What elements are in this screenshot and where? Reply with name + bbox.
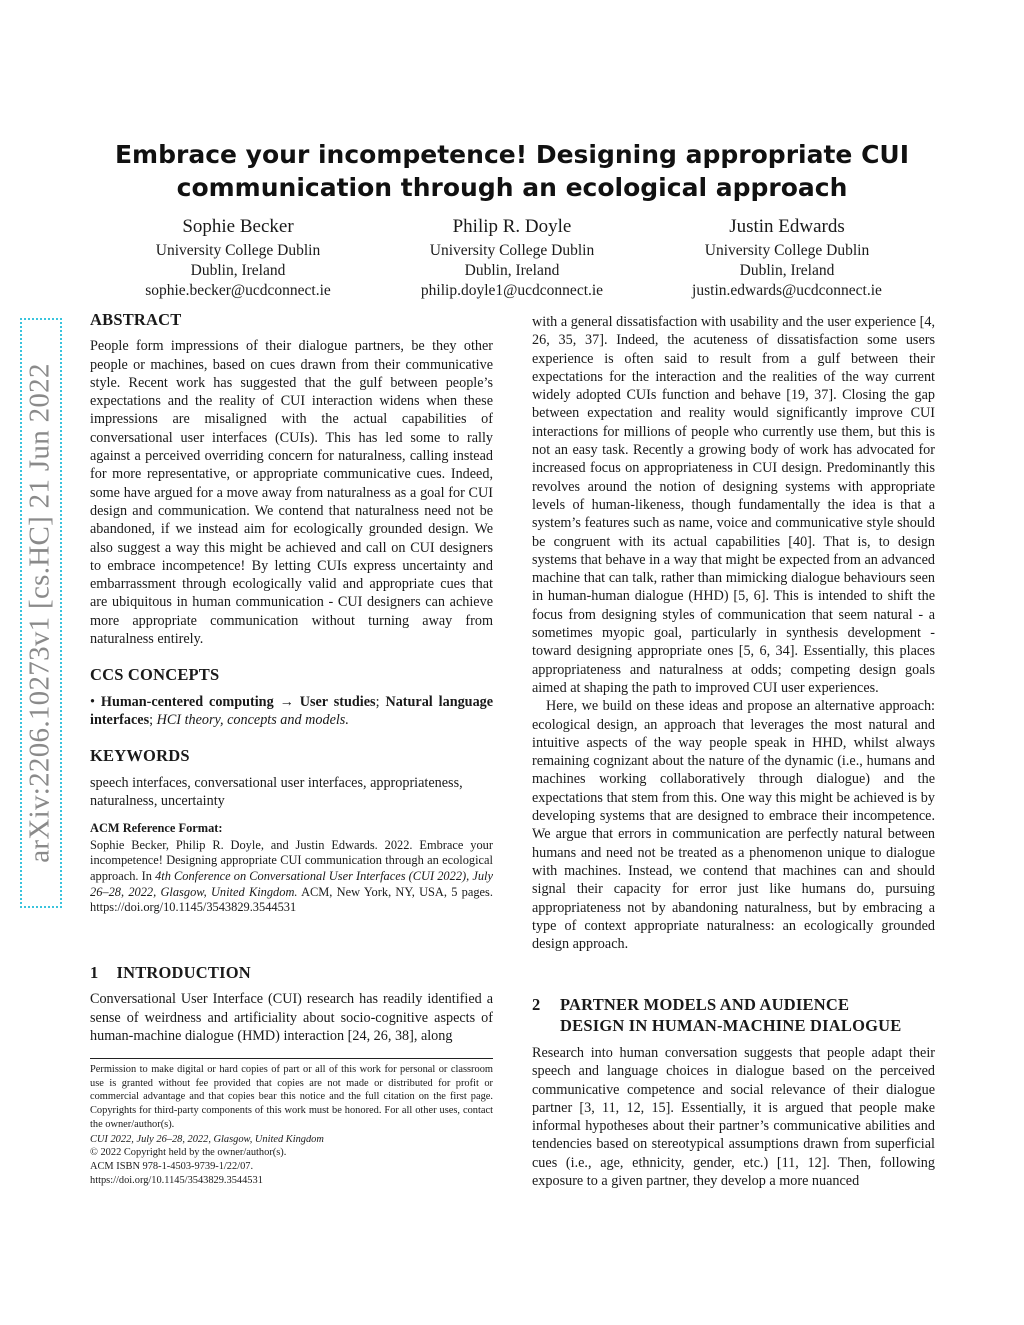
author-name: Justin Edwards <box>729 216 845 237</box>
author-location: Dublin, Ireland <box>190 262 286 279</box>
ccs-concept-1: Human-centered computing <box>100 693 274 710</box>
author-email: philip.doyle1@ucdconnect.ie <box>420 282 604 299</box>
author-affiliation: University College Dublin <box>429 242 595 259</box>
ccs-bullet: • <box>90 693 95 710</box>
ccs-concepts <box>90 693 493 730</box>
right-column <box>532 313 935 953</box>
author-block-2 <box>382 214 642 301</box>
abstract-heading: ABSTRACT <box>90 310 182 329</box>
section-2-heading <box>532 994 935 1036</box>
footnote-copyright: © 2022 Copyright held by the owner/author(s). <box>90 1147 287 1159</box>
ccs-sep-2: ; <box>149 711 154 728</box>
author-name: Philip R. Doyle <box>452 216 572 237</box>
ccs-heading: CCS CONCEPTS <box>90 665 220 685</box>
section-2-text: Research into human conversation suggests that people adapt their speech and language choices in dialogue based on the perceived communicative competence and social relevance of their dialogue partner [3, 11, 12, 15]. Essentially, it is argued that people make informal hypotheses about their partner’s communicative abilities and tendencies based on stereotypical assumptions drawn from superficial cues (i.e., age, ethnicity, gender, etc.) [11, 12]. Then, following exposure to a given partner, they develop a more nuanced <box>532 1045 935 1190</box>
ccs-sep-1: ; <box>375 693 380 710</box>
section-2-title-line-2: DESIGN IN HUMAN-MACHINE DIALOGUE <box>560 1016 902 1035</box>
author-name: Sophie Becker <box>182 216 294 237</box>
abstract-text: People form impressions of their dialogue partners, be they other people or machines, based on cues drawn from their communicative style. Recent work has suggested that the gulf between people’s expectations and the reality of CUI interaction widens when these impressions are misaligned with the actual capabilities of conversational user interfaces (CUIs). This has led some to rally against a perceived overriding concern for naturalness, calling instead for more representative, or appropriate communicative cues. Indeed, some have argued for a move away from naturalness as a goal for CUI design and communication. We contend that naturalness need not be abandoned, if we instead aim for ecologically grounded design. We also suggest a way this might be achieved and call on CUI designers to embrace incompetence! By letting CUIs express uncertainty and embarrassment through ecologically valid and appropriate cues that are ubiquitous in human communication - CUI designers can achieve more appropriate communication without turning away from naturalness entirely. <box>90 338 493 648</box>
section-2 <box>532 994 935 1190</box>
paper-title-line-2: communication through an ecological approach <box>176 173 848 202</box>
reference-format <box>90 821 493 916</box>
author-email: justin.edwards@ucdconnect.ie <box>692 282 882 299</box>
footnote-rule <box>90 1058 493 1059</box>
section-2-number: 2 <box>532 995 541 1014</box>
footnote-venue-text: CUI 2022, July 26–28, 2022, Glasgow, United Kingdom <box>90 1133 324 1145</box>
introduction-title: INTRODUCTION <box>116 963 251 982</box>
author-block-3 <box>657 214 917 301</box>
introduction-text-left: Conversational User Interface (CUI) research has readily identified a sense of weirdness and artificiality about socio-cognitive aspects of human-machine dialogue (HMD) interaction [24, 26, 38], along <box>90 991 493 1044</box>
author-email: sophie.becker@ucdconnect.ie <box>145 282 331 299</box>
author-affiliation: University College Dublin <box>704 242 870 259</box>
reference-format-publisher: ACM, New York, NY, USA, 5 pages. https://doi.org/10.1145/3543829.3544531 <box>90 884 493 915</box>
footnote-venue <box>90 1133 493 1147</box>
reference-format-heading: ACM Reference Format: <box>90 821 223 836</box>
arxiv-stamp: arXiv:2206.10273v1 [cs.HC] 21 Jun 2022 <box>23 363 56 863</box>
introduction-number: 1 <box>90 963 99 982</box>
footnote-isbn: ACM ISBN 978-1-4503-9739-1/22/07. <box>90 1160 254 1172</box>
section-2-title-line-1: PARTNER MODELS AND AUDIENCE <box>560 995 850 1014</box>
author-block-1 <box>108 214 368 301</box>
copyright-footnote <box>90 1063 493 1187</box>
keywords-heading: KEYWORDS <box>90 746 190 766</box>
ccs-concept-3: HCI theory, concepts and models. <box>156 711 349 728</box>
introduction-heading <box>90 964 493 982</box>
introduction-section <box>90 964 493 1045</box>
introduction-text-right-1: with a general dissatisfaction with usability and the user experience [4, 26, 35, 37]. Indeed, the acuteness of dissatisfaction some users experience is often said to result from a gulf between their expectations for the interaction and the realities of the way current widely adopted CUIs function and behave [19, 37]. Closing the gap between expectation and reality would significantly improve CUI interactions for millions of people who currently use them, but this is not an easy task. Recently a growing body of work has advocated for increased focus on appropriateness in CUI design. Predominantly this revolves around the notion of designing systems with appropriate levels of human-likeness, though fundamentally the idea is that a system’s features such as name, voice and communicative style should be congruent with its actual capabilities [40]. That is, to design systems that behave in a way that might be expected from an advanced machine that can talk, rather than mimicking dialogue behaviours seen in human-human dialogue (HHD) [5, 6]. This is intended to shift the focus from designing styles of communication that seem natural - a sometimes myopic goal, particularly in synthesis development - toward designing appropriate ones [5, 6, 34]. Essentially, this places appropriateness and naturalness at odds; competing design goals aimed at shaping the path to improved CUI user experiences. <box>532 314 935 696</box>
permission-notice: Permission to make digital or hard copies of part or all of this work for personal or classroom use is granted without fee provided that copies are not made or distributed for profit or commercial advantage and that copies bear this notice and the full citation on the first page. Copyrights for third-party components of this work must be honored. For all other uses, contact the owner/author(s). <box>90 1064 493 1130</box>
keywords-text: speech interfaces, conversational user interfaces, appropriateness, naturalness, uncertainty <box>90 774 463 809</box>
ccs-arrow: → <box>279 693 294 710</box>
reference-format-venue: 4th Conference on Conversational User Interfaces (CUI 2022), July 26–28, 2022, Glasgow, United Kingdom. <box>90 868 493 899</box>
introduction-text-right-2: Here, we build on these ideas and propose an alternative approach: ecological design, an approach that leverages the most natural and intuitive aspects of the way people speak in HHD, whilst always remaining cognizant about the nature of the dynamic (i.e., humans and machines working collaboratively through dialogue) and the expectations that stem from this. One way this might be achieved is by developing systems that are designed to embrace their incompetence. We argue that errors in communication are perfectly natural between humans and need not be treated as a phenomenon unique to dialogue with machines. Instead, we contend that machines can and should signal their capacity for error just like humans do, pursuing appropriateness not by abandoning naturalness, but by embracing a type of context appropriate naturalness: an ecologically grounded design approach. <box>532 698 935 953</box>
paper-title-line-1: Embrace your incompetence! Designing appropriate CUI <box>114 140 910 169</box>
author-affiliation: University College Dublin <box>155 242 321 259</box>
ccs-concept-2: Natural language interfaces <box>90 693 494 728</box>
reference-format-text <box>90 838 493 916</box>
ccs-concept-1b: User studies <box>299 693 376 710</box>
author-location: Dublin, Ireland <box>739 262 835 279</box>
paper-title <box>100 138 924 204</box>
author-location: Dublin, Ireland <box>464 262 560 279</box>
reference-format-authors: Sophie Becker, Philip R. Doyle, and Justin Edwards. 2022. Embrace your incompetence! Designing appropriate CUI communication through an ecological approach. In <box>90 837 493 883</box>
left-column <box>90 311 493 916</box>
footnote-doi: https://doi.org/10.1145/3543829.3544531 <box>90 1174 263 1186</box>
